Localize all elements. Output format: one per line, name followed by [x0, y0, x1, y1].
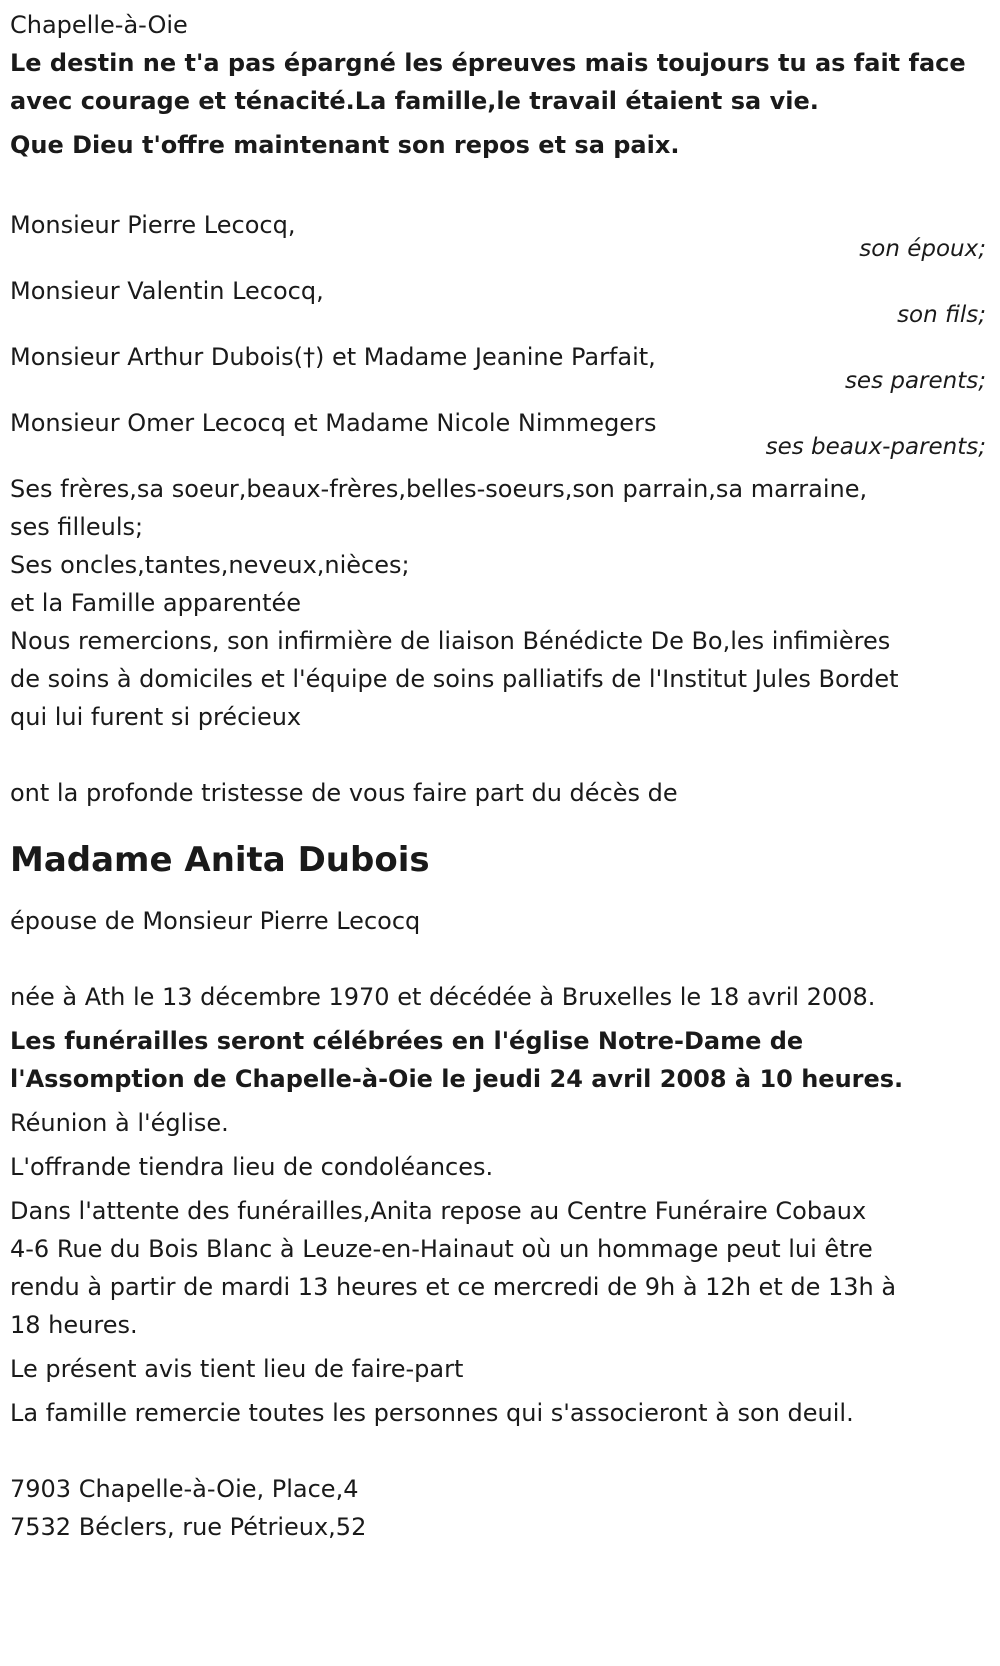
rest-line-2: 4-6 Rue du Bois Blanc à Leuze-en-Hainaut où un hommage peut lui être — [10, 1235, 873, 1263]
family-member-name: Monsieur Pierre Lecocq, — [10, 211, 296, 239]
spouse-line: épouse de Monsieur Pierre Lecocq — [10, 907, 421, 935]
siblings-line-1: Ses frères,sa soeur,beaux-frères,belles-soeurs,son parrain,sa marraine, — [10, 475, 868, 503]
thanks-line-1: Nous remercions, son infirmière de liaison Bénédicte De Bo,les infimières — [10, 627, 891, 655]
siblings-line-2: ses filleuls; — [10, 513, 144, 541]
rest-paragraph — [10, 1192, 1000, 1344]
family-list — [10, 206, 1000, 460]
notice-line: Le présent avis tient lieu de faire-part — [10, 1355, 464, 1383]
funeral-line-1: Les funérailles seront célébrées en l'église Notre-Dame de — [10, 1027, 804, 1055]
rest-line-1: Dans l'attente des funérailles,Anita repose au Centre Funéraire Cobaux — [10, 1197, 867, 1225]
final-thanks-line: La famille remercie toutes les personnes qui s'associeront à son deuil. — [10, 1399, 854, 1427]
family-line: et la Famille apparentée — [10, 589, 302, 617]
family-member-name: Monsieur Valentin Lecocq, — [10, 277, 324, 305]
birth-death-line: née à Ath le 13 décembre 1970 et décédée à Bruxelles le 18 avril 2008. — [10, 983, 876, 1011]
quote-line-1: Le destin ne t'a pas épargné les épreuves mais toujours tu as fait face — [10, 49, 966, 77]
announcement: ont la profonde tristesse de vous faire part du décès de — [10, 779, 678, 807]
addresses — [10, 1470, 1000, 1546]
thanks-line-3: qui lui furent si précieux — [10, 703, 302, 731]
address-line: 7903 Chapelle-à-Oie, Place,4 — [10, 1475, 359, 1503]
family-member-relation: ses beaux-parents; — [765, 434, 986, 460]
rest-line-4: 18 heures. — [10, 1311, 138, 1339]
family-member-relation: son époux; — [859, 236, 986, 262]
family-member-name: Monsieur Arthur Dubois(†) et Madame Jeanine Parfait, — [10, 343, 656, 371]
family-member-name: Monsieur Omer Lecocq et Madame Nicole Nimmegers — [10, 409, 657, 437]
address-line: 7532 Béclers, rue Pétrieux,52 — [10, 1513, 367, 1541]
quote-line-2: avec courage et ténacité.La famille,le travail étaient sa vie. — [10, 87, 819, 115]
deceased-name: Madame Anita Dubois — [10, 840, 430, 880]
meeting-line: Réunion à l'église. — [10, 1109, 229, 1137]
offering-line: L'offrande tiendra lieu de condoléances. — [10, 1153, 494, 1181]
rest-line-3: rendu à partir de mardi 13 heures et ce mercredi de 9h à 12h et de 13h à — [10, 1273, 897, 1301]
uncles-line: Ses oncles,tantes,neveux,nièces; — [10, 551, 410, 579]
family-member-relation: son fils; — [897, 302, 986, 328]
funeral-line-2: l'Assomption de Chapelle-à-Oie le jeudi 24 avril 2008 à 10 heures. — [10, 1065, 904, 1093]
family-member-relation: ses parents; — [844, 368, 986, 394]
place-header: Chapelle-à-Oie — [10, 11, 188, 39]
quote-line-3: Que Dieu t'offre maintenant son repos et sa paix. — [10, 131, 680, 159]
thanks-line-2: de soins à domiciles et l'équipe de soins palliatifs de l'Institut Jules Bordet — [10, 665, 899, 693]
